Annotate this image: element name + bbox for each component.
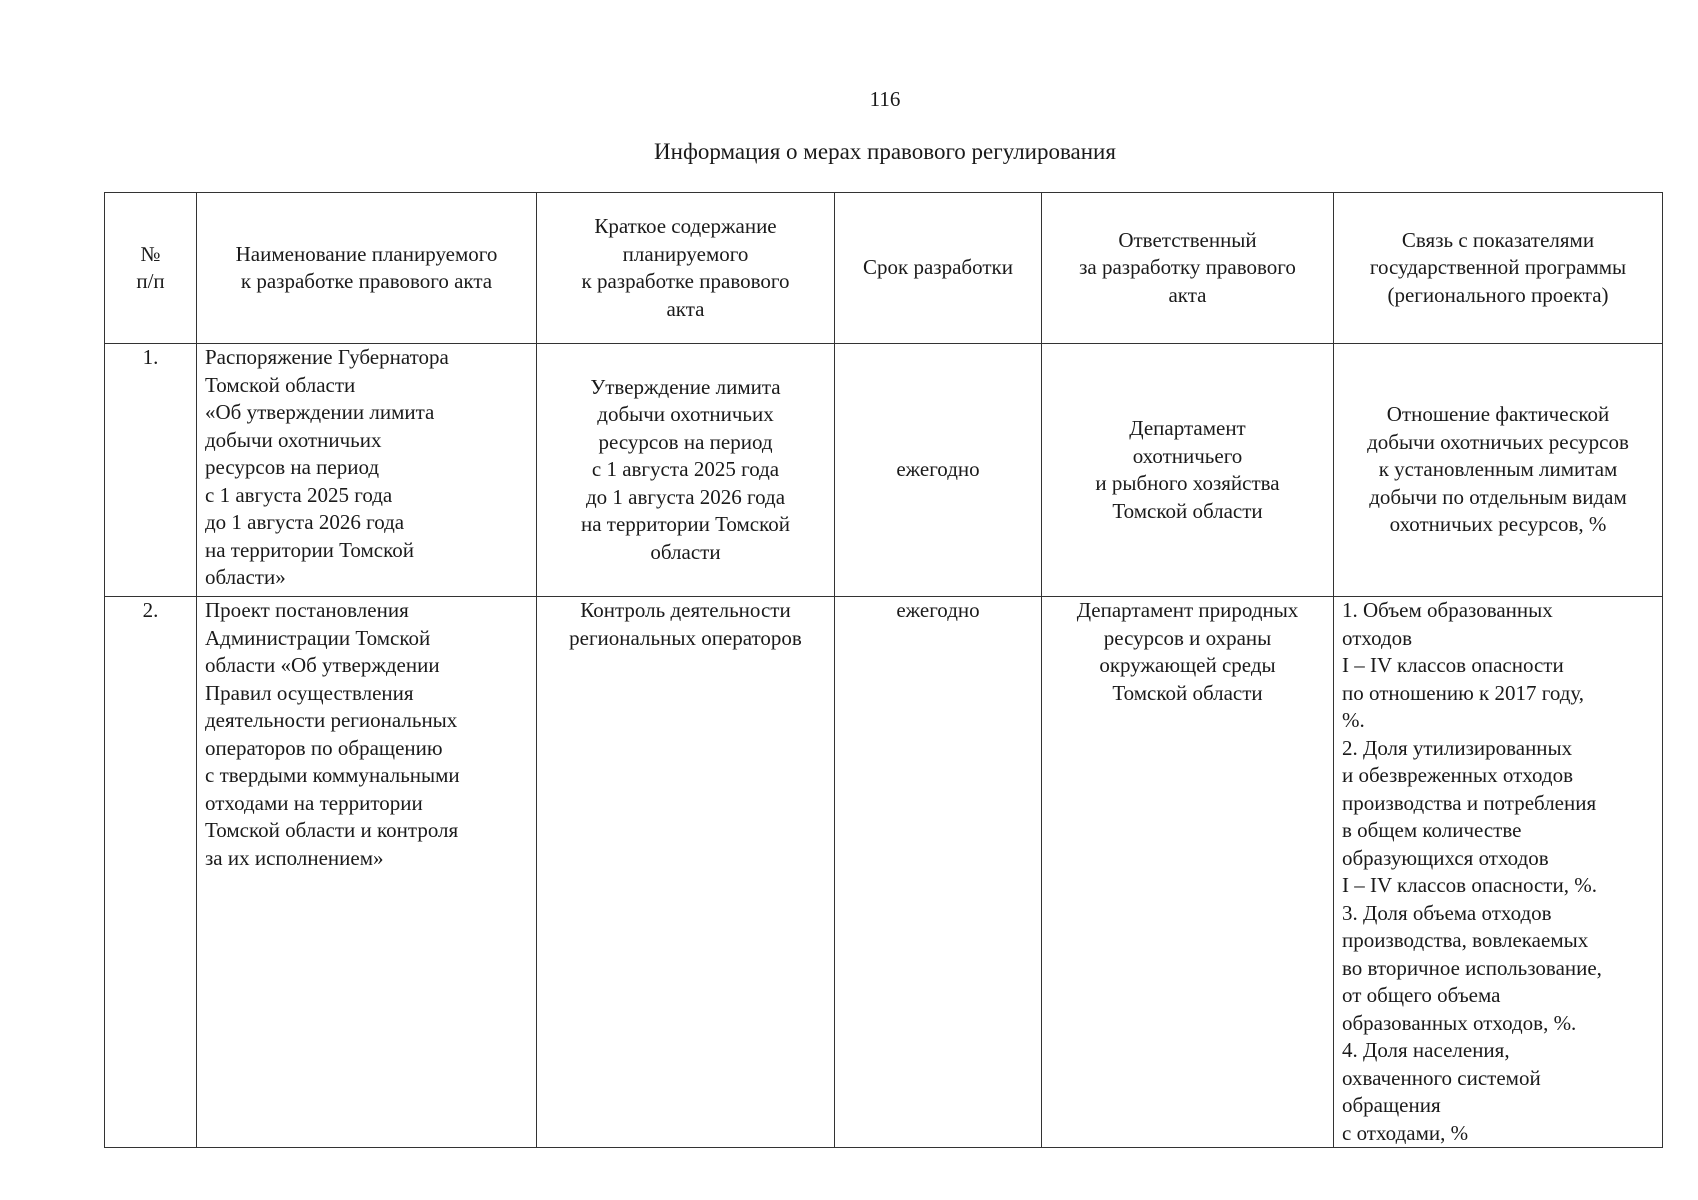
act-responsible: Департамент природных ресурсов и охраны окружающей среды Томской области [1042,597,1334,1148]
row-number: 2. [105,597,197,1148]
table-header-row [105,193,1663,344]
act-content: Утверждение лимита добычи охотничьих ресурсов на период с 1 августа 2025 года до 1 августа 2026 года на территории Томской области [537,344,835,597]
table-row [105,344,1663,597]
header-act-content: Краткое содержание планируемого к разработке правового акта [537,193,835,344]
table-row [105,597,1663,1148]
header-indicators: Связь с показателями государственной программы (регионального проекта) [1334,193,1663,344]
act-indicators: Отношение фактической добычи охотничьих ресурсов к установленным лимитам добычи по отдельным видам охотничьих ресурсов, % [1334,344,1663,597]
page-number: 116 [869,87,901,111]
header-term: Срок разработки [835,193,1042,344]
act-responsible: Департамент охотничьего и рыбного хозяйства Томской области [1042,344,1334,597]
act-term: ежегодно [835,597,1042,1148]
act-name: Проект постановления Администрации Томской области «Об утверждении Правил осуществления деятельности региональных операторов по обращению с твердыми коммунальными отходами на территории Томской области и контроля за их исполнением» [197,597,537,1148]
legal-measures-table [104,192,1663,1148]
header-number: № п/п [105,193,197,344]
act-indicators: 1. Объем образованных отходов I – IV классов опасности по отношению к 2017 году, %. 2. Доля утилизированных и обезвреженных отходов производства и потребления в общем количестве образующихся отходов I – IV классов опасности, %. 3. Доля объема отходов производства, вовлекаемых во вторичное использование, от общего объема образованных отходов, %. 4. Доля населения, охваченного системой обращения с отходами, % [1334,597,1663,1148]
row-number: 1. [105,344,197,597]
header-act-name: Наименование планируемого к разработке правового акта [197,193,537,344]
document-title: Информация о мерах правового регулирования [654,139,1116,164]
act-term: ежегодно [835,344,1042,597]
act-name: Распоряжение Губернатора Томской области «Об утверждении лимита добычи охотничьих ресурсов на период с 1 августа 2025 года до 1 августа 2026 года на территории Томской области» [197,344,537,597]
act-content: Контроль деятельности региональных операторов [537,597,835,1148]
header-responsible: Ответственный за разработку правового акта [1042,193,1334,344]
